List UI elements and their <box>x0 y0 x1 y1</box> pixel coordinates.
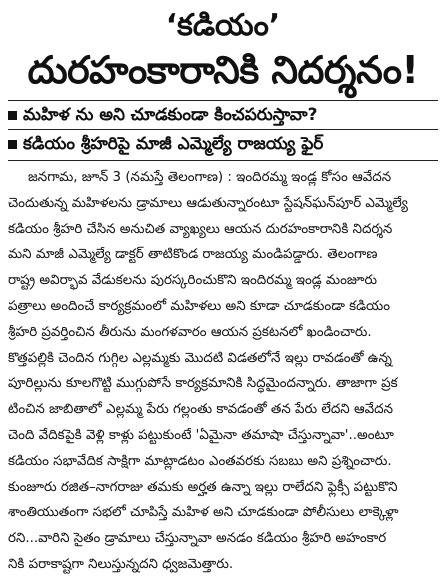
body-line: కడియం సభావేదిక సాక్షిగా మాట్లాడటం ఎంతవరకు సబబు అని ప్రశ్నించారు. <box>8 453 392 469</box>
headline-line-2: దురహంకారానికి నిదర్శనం! <box>27 48 419 92</box>
subheadline-bullets <box>8 100 438 158</box>
body-line: కడియం శ్రీహరి చేసిన అనుచిత వ్యాఖ్యలు ఆయన దురహంకారానికి నిదర్శన <box>8 221 393 237</box>
bullet-text: కడియం శ్రీహరిపై మాజీ ఎమ్మెల్యే రాజయ్య ఫైర్ <box>23 134 324 154</box>
body-line: కొత్తపల్లికి చెందిన గుగ్గిల ఎల్లమ్మకు మొదటి విడతలోనే ఇల్లు రావడంతో ఉన్న <box>8 350 392 366</box>
square-bullet-icon <box>8 111 17 120</box>
body-line: చెందుతున్న మహిళలను డ్రామాలు ఆడుతున్నారంటూ స్టేషన్‌ఘన్‌పూర్ ఎమ్మెల్యే <box>8 195 408 211</box>
bullet-item <box>8 129 438 158</box>
square-bullet-icon <box>8 140 17 149</box>
body-line: పత్రాలు అందించే కార్యక్రమంలో మహిళలు అని కూడా చూడకుండా కడియం <box>8 298 391 314</box>
body-line: మని మాజీ ఎమ్మెల్యే డాక్టర్ తాటికొండ రాజయ్య మండిపడ్డారు. తెలంగాణ <box>8 247 378 263</box>
body-line: పూరిల్లును కూలగొట్టి ముగ్గుపోసే కార్యక్రమానికి సిద్ధమైందన్నారు. తాజాగా ప్రక <box>8 376 398 392</box>
bullet-text: మహిళ ను అని చూడకుండా కించపరుస్తావా? <box>23 105 318 125</box>
body-line: నికి పరాకాష్టగా నిలుస్తున్నదని ధ్వజమెత్తారు. <box>8 556 234 572</box>
body-line: జనగామ, జూన్ 3 (నమస్తే తెలంగాణ) : ఇందిరమ్మ ఇండ్ల కోసం ఆవేదన <box>28 170 392 185</box>
bullet-item <box>8 100 438 129</box>
article-body <box>8 165 438 578</box>
body-line: కుంజూరు రజిత–నాగరాజు తమకు అర్హత ఉన్నా ఇల్లు రాలేదని ఫ్లెక్సీ పట్టుకొని <box>8 479 398 495</box>
body-line: రని...వారిని సైతం డ్రామాలు చేస్తున్నావా అనడం కడియం శ్రీహరి అహంకార <box>8 531 387 547</box>
body-line: శాంతియుతంగా సభలో చూపిస్తే మహిళ అని చూడకుండా పోలీసులు లాక్కెళ్లా <box>8 505 399 521</box>
divider <box>8 160 438 161</box>
body-line: టించిన జాబితాలో ఎల్లమ్మ పేరు గల్లంతు కావడంతో తన పేరు లేదని ఆవేదన <box>8 402 394 418</box>
body-line: చెంది వేదికపైకి వెళ్లి కాళ్లు పట్టుకుంటే 'ఏమైనా తమాషా చేస్తున్నావా'..అంటూ <box>8 427 394 443</box>
headline <box>8 6 438 94</box>
body-line: రాష్ట్ర అవిర్భావ వేడుకలను పురస్కరించుకొని ఇందిరమ్మ ఇండ్ల మంజూరు <box>8 273 378 289</box>
body-line: శ్రీహరి ప్రవర్తించిన తీరును మంగళవారం ఆయన ప్రకటనలో ఖండించారు. <box>8 324 372 340</box>
headline-line-1: ‘కడియం’ <box>165 8 281 43</box>
